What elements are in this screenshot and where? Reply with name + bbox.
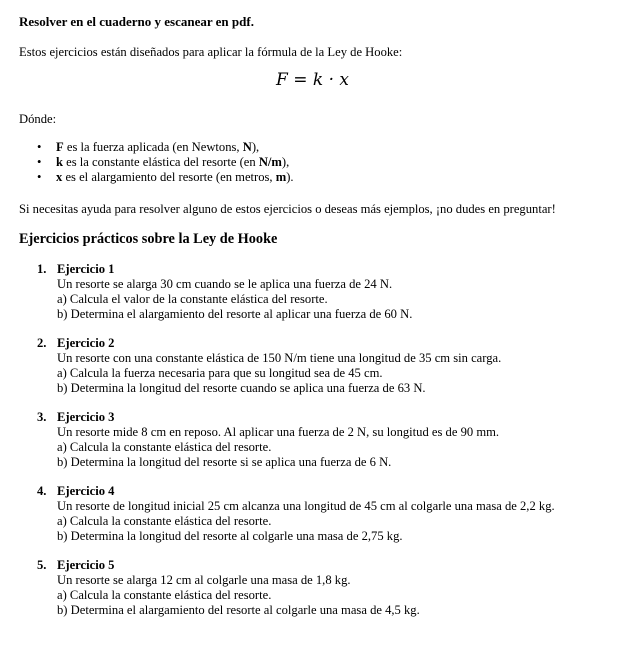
bullet-icon: • bbox=[37, 155, 42, 169]
instruction-heading: Resolver en el cuaderno y escanear en pdf. bbox=[19, 14, 254, 29]
exercise-part-b: b) Determina la longitud del resorte si se aplica una fuerza de 6 N. bbox=[57, 455, 392, 469]
exercise-title: Ejercicio 2 bbox=[57, 336, 115, 350]
definition-unit: N/m bbox=[258, 155, 282, 169]
exercise-part-a: a) Calcula la constante elástica del resorte. bbox=[57, 514, 272, 528]
definition-unit: m bbox=[275, 170, 287, 184]
exercise-number: 5. bbox=[37, 558, 47, 572]
exercise-part-b: b) Determina la longitud del resorte al colgarle una masa de 2,75 kg. bbox=[57, 529, 403, 543]
exercise-number: 2. bbox=[37, 336, 47, 350]
exercise-statement: Un resorte se alarga 30 cm cuando se le aplica una fuerza de 24 N. bbox=[57, 277, 393, 291]
definition-item-constant bbox=[37, 155, 294, 170]
definition-symbol: F bbox=[56, 140, 64, 154]
where-label: Dónde: bbox=[19, 112, 57, 126]
exercise-number: 4. bbox=[37, 484, 47, 498]
definition-unit: N bbox=[242, 140, 252, 154]
intro-paragraph: Estos ejercicios están diseñados para aplicar la fórmula de la Ley de Hooke: bbox=[19, 45, 403, 59]
definition-text: es el alargamiento del resorte (en metros, bbox=[62, 170, 276, 184]
help-paragraph: Si necesitas ayuda para resolver alguno de estos ejercicios o deseas más ejemplos, ¡no dudes en preguntar! bbox=[19, 202, 556, 216]
definition-text-end: ), bbox=[281, 155, 290, 169]
exercise-part-a: a) Calcula la constante elástica del resorte. bbox=[57, 588, 272, 602]
exercise-part-a: a) Calcula el valor de la constante elástica del resorte. bbox=[57, 292, 328, 306]
definition-symbol: x bbox=[56, 170, 63, 184]
exercise-title: Ejercicio 4 bbox=[57, 484, 115, 498]
exercise-number: 1. bbox=[37, 262, 47, 276]
exercise-statement: Un resorte con una constante elástica de 150 N/m tiene una longitud de 35 cm sin carga. bbox=[57, 351, 502, 365]
exercise-part-b: b) Determina el alargamiento del resorte al aplicar una fuerza de 60 N. bbox=[57, 307, 413, 321]
exercise-part-a: a) Calcula la constante elástica del resorte. bbox=[57, 440, 272, 454]
definition-item-elongation bbox=[37, 170, 294, 185]
bullet-icon: • bbox=[37, 170, 42, 184]
hooke-formula: F = k · x bbox=[276, 70, 349, 90]
exercise-title: Ejercicio 5 bbox=[57, 558, 115, 572]
section-title: Ejercicios prácticos sobre la Ley de Hooke bbox=[19, 231, 278, 247]
exercise-number: 3. bbox=[37, 410, 47, 424]
exercise-statement: Un resorte de longitud inicial 25 cm alcanza una longitud de 45 cm al colgarle una masa de 2,2 kg. bbox=[57, 499, 555, 513]
exercise-statement: Un resorte mide 8 cm en reposo. Al aplicar una fuerza de 2 N, su longitud es de 90 mm. bbox=[57, 425, 500, 439]
definition-text-end: ), bbox=[251, 140, 260, 154]
exercise-part-b: b) Determina el alargamiento del resorte al colgarle una masa de 4,5 kg. bbox=[57, 603, 420, 617]
exercise-part-a: a) Calcula la fuerza necesaria para que su longitud sea de 45 cm. bbox=[57, 366, 383, 380]
bullet-icon: • bbox=[37, 140, 42, 154]
exercise-part-b: b) Determina la longitud del resorte cuando se aplica una fuerza de 63 N. bbox=[57, 381, 426, 395]
definition-text: es la fuerza aplicada (en Newtons, bbox=[63, 140, 243, 154]
definition-text-end: ). bbox=[286, 170, 294, 184]
definition-item-force bbox=[37, 140, 294, 155]
exercise-statement: Un resorte se alarga 12 cm al colgarle una masa de 1,8 kg. bbox=[57, 573, 351, 587]
definition-symbol: k bbox=[56, 155, 64, 169]
exercise-title: Ejercicio 3 bbox=[57, 410, 115, 424]
definitions-list bbox=[37, 140, 294, 185]
exercise-title: Ejercicio 1 bbox=[57, 262, 115, 276]
definition-text: es la constante elástica del resorte (en bbox=[63, 155, 259, 169]
